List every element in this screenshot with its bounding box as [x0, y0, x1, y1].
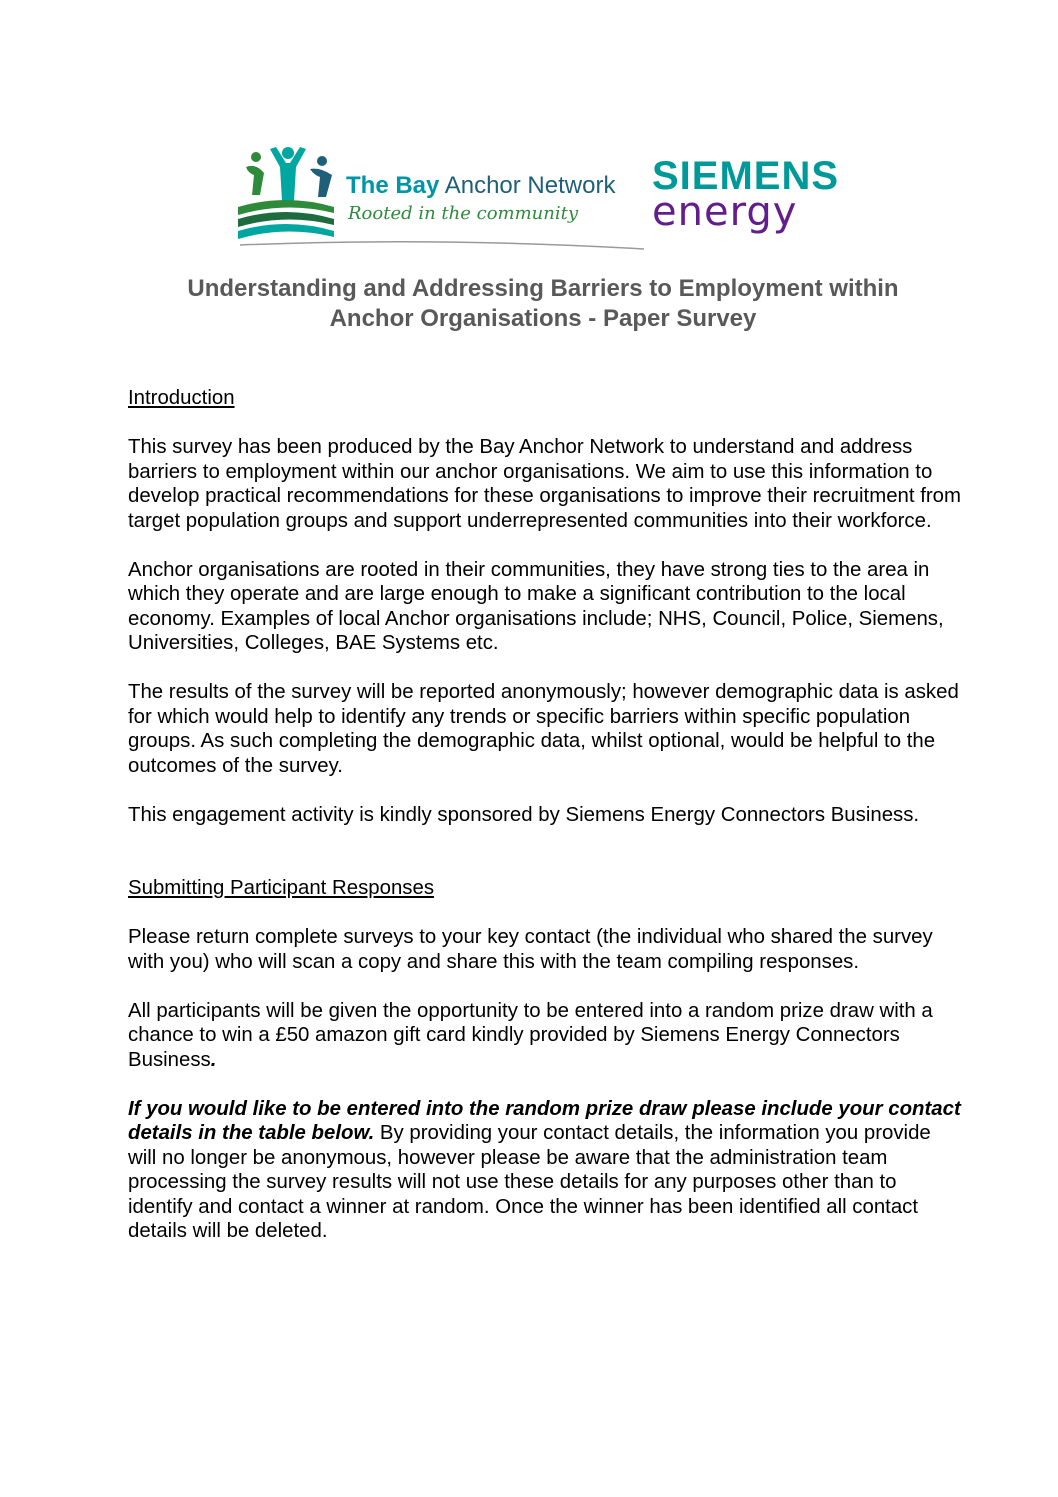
introduction-paragraph-1: This survey has been produced by the Bay Anchor Network to understand and address barriers to employment within our anchor organisations. We aim to use this information to develop practical recommendations for these organisations to improve their recruitment from target population groups and support underrepresented communities into their workforce. [128, 436, 961, 532]
title-line-2: Anchor Organisations - Paper Survey [329, 305, 757, 332]
document-body [128, 386, 964, 1244]
submitting-paragraph-1: Please return complete surveys to your key contact (the individual who shared the survey with you) who will scan a copy and share this with the team compiling responses. [128, 926, 933, 973]
svg-text:SIEMENS: SIEMENS [652, 154, 840, 198]
introduction-heading: Introduction [128, 387, 235, 409]
sponsor-paragraph: This engagement activity is kindly sponsored by Siemens Energy Connectors Business. [128, 803, 920, 826]
contact-details-paragraph [128, 1097, 964, 1244]
submitting-heading: Submitting Participant Responses [128, 877, 435, 899]
logo-graphics [236, 145, 850, 251]
prize-draw-paragraph [128, 999, 964, 1073]
svg-text:energy: energy [652, 189, 798, 235]
page-title [100, 274, 986, 334]
prize-draw-text: All participants will be given the opportunity to be entered into a random prize draw with a chance to win a £50 amazon gift card kindly provided by Siemens Energy Connectors Business [128, 999, 933, 1071]
contact-details-instruction: If you would like to be entered into the random prize draw please include your contact details in the table below. [128, 1097, 961, 1144]
title-line-1: Understanding and Addressing Barriers to Employment within [187, 275, 899, 302]
logo-banner [236, 145, 850, 251]
svg-text:The Bay Anchor Network: The Bay Anchor Network [346, 172, 616, 199]
introduction-paragraph-2: Anchor organisations are rooted in their communities, they have strong ties to the area in which they operate and are large enough to make a significant contribution to the local economy. Examples of local Anchor organisations include; NHS, Council, Police, Siemens, Universities, Colleges, BAE Systems etc. [128, 558, 944, 654]
introduction-paragraph-3: The results of the survey will be reported anonymously; however demographic data is asked for which would help to identify any trends or specific barriers within specific population groups. As such completing the demographic data, whilst optional, would be helpful to the outcomes of the survey. [128, 681, 959, 777]
bay-anchor-emblem-icon [238, 147, 334, 239]
svg-text:Rooted in the community: Rooted in the community [348, 203, 579, 224]
contact-details-privacy-text: By providing your contact details, the information you provide will no longer be anonymous, however please be aware that the administration team processing the survey results will not use these details for any purposes other than to identify and contact a winner at random. Once the winner has been identified all contact details will be deleted. [128, 1122, 931, 1242]
prize-draw-period: . [210, 1048, 217, 1071]
